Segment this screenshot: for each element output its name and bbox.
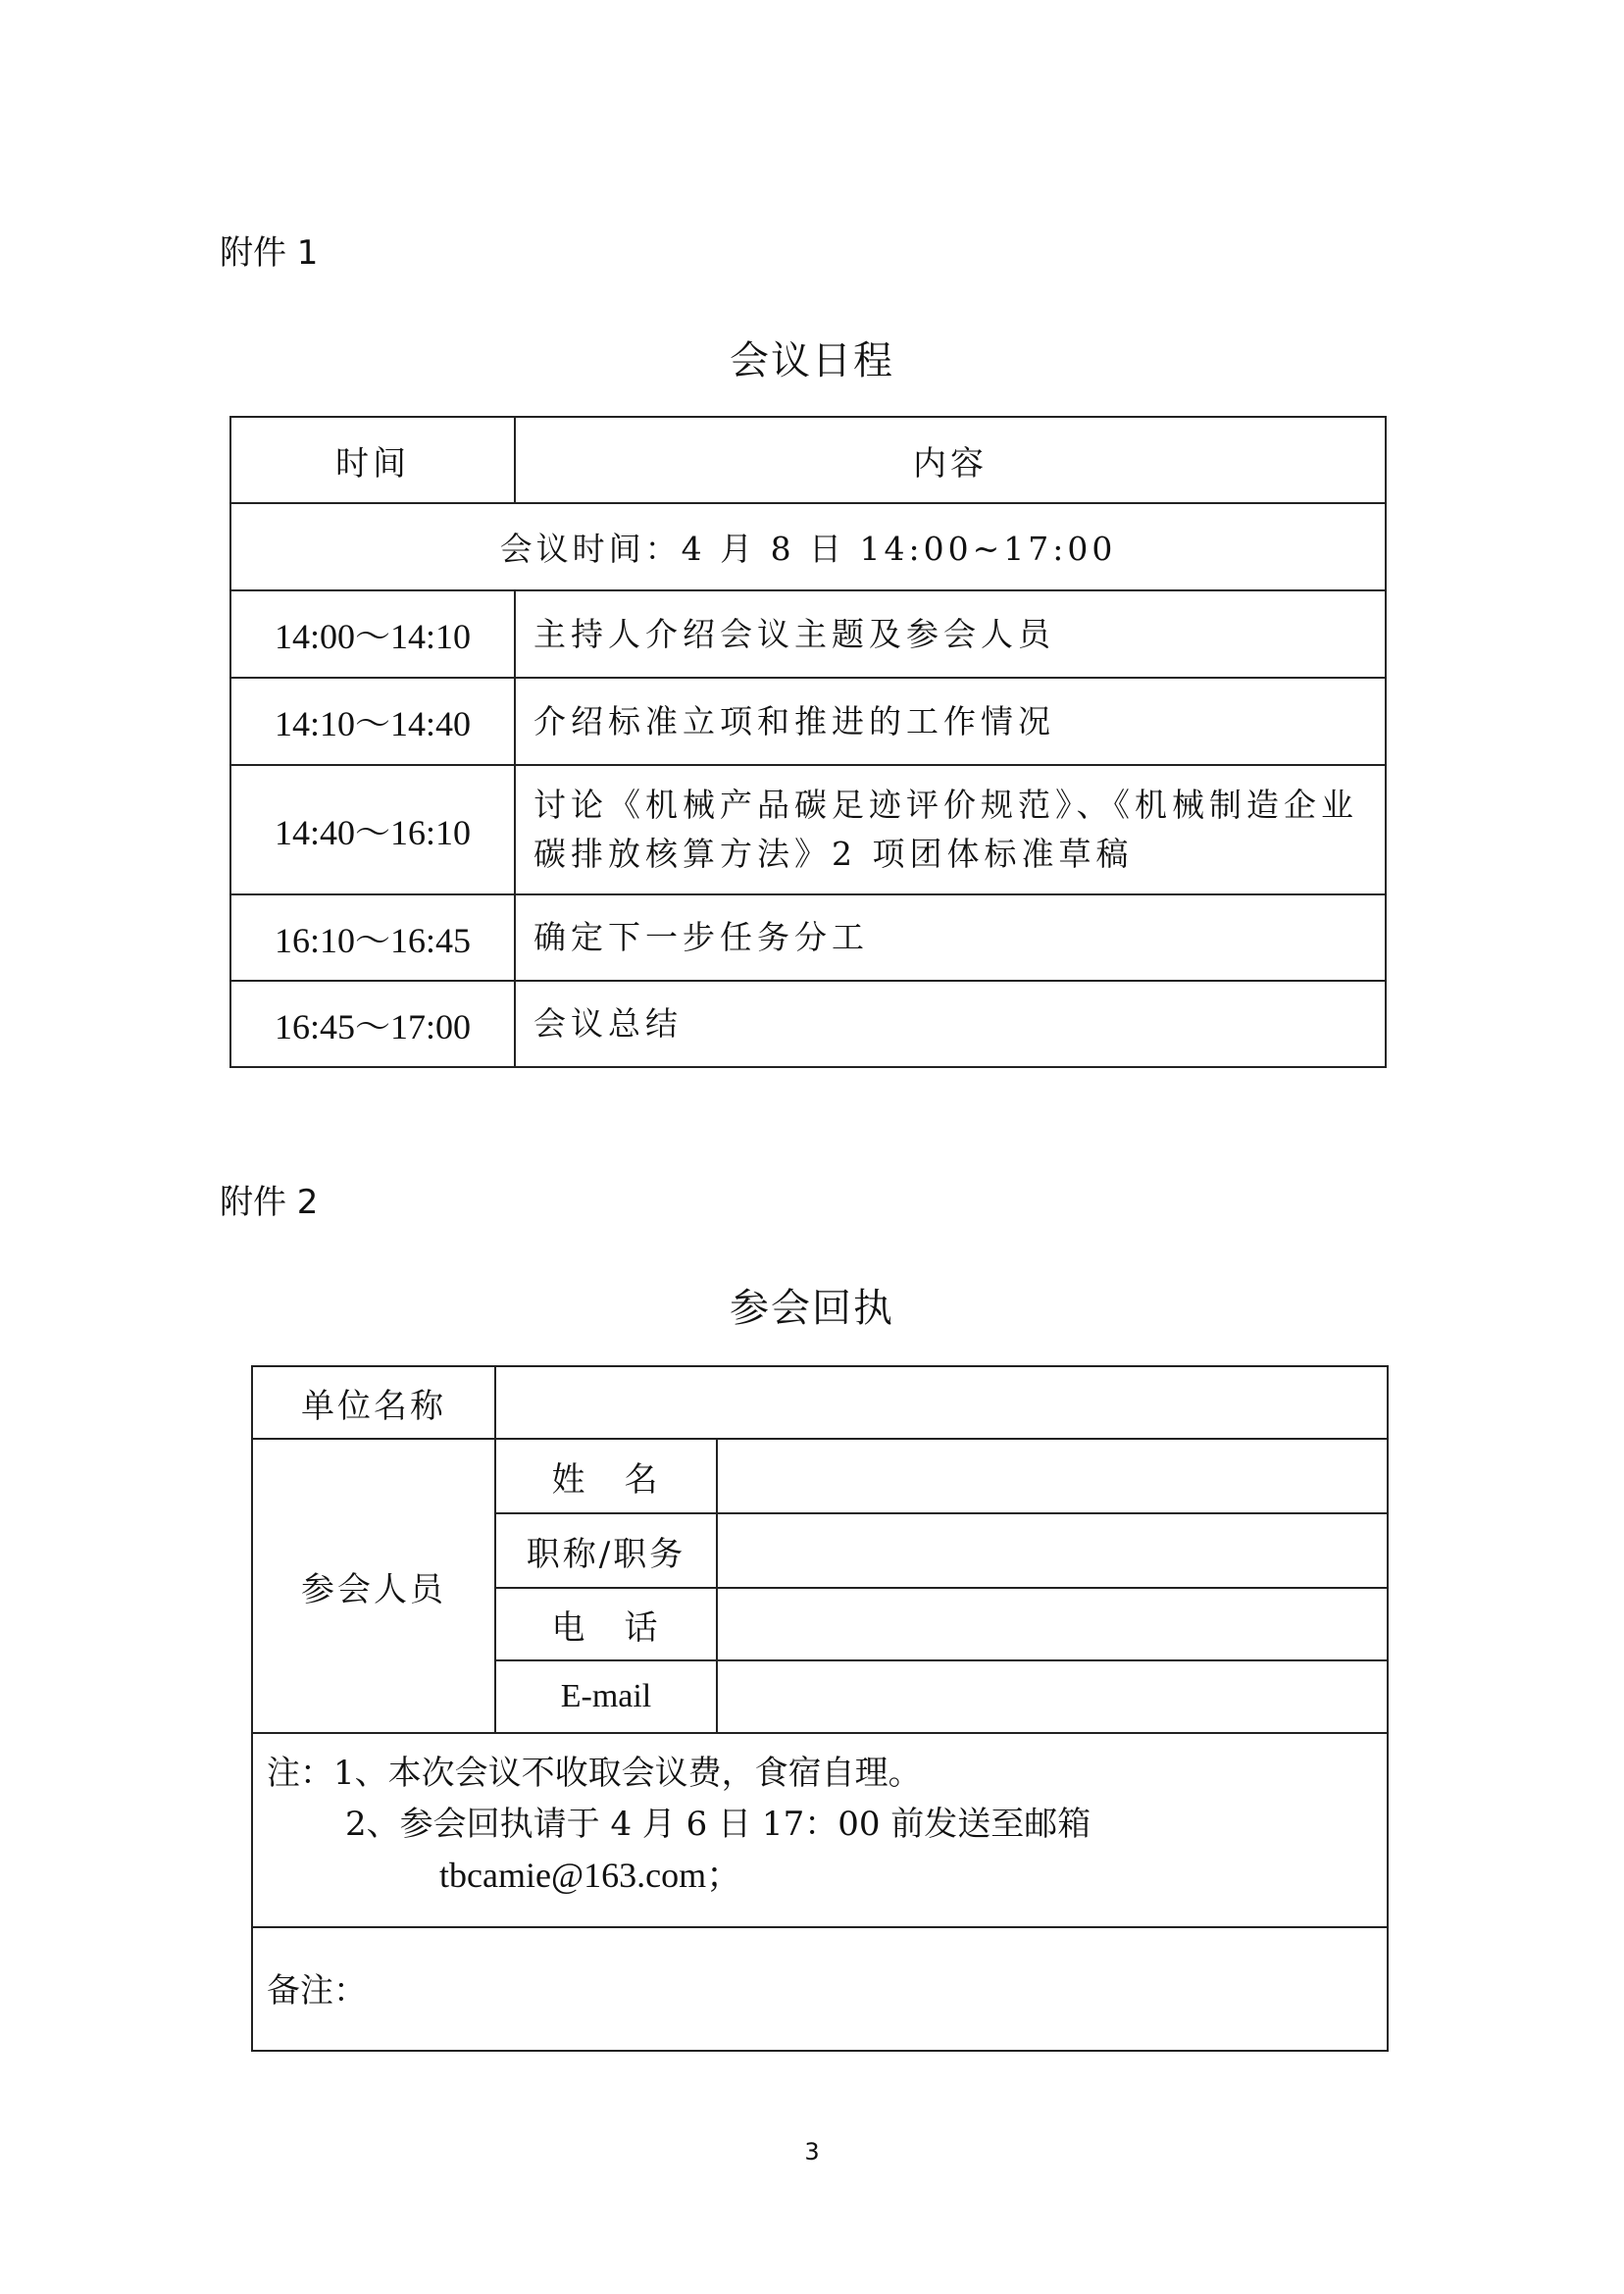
remarks-row	[252, 1927, 1388, 2051]
receipt-title: 参会回执	[730, 1286, 894, 1331]
email-label: E-mail	[495, 1660, 717, 1733]
header-time: 时间	[230, 417, 515, 503]
schedule-header-row	[230, 417, 1386, 503]
row-time: 16:10～16:45	[230, 894, 515, 981]
row-content: 会议总结	[515, 981, 1386, 1067]
note-cell	[252, 1733, 1388, 1927]
row-content: 讨论《机械产品碳足迹评价规范》、《机械制造企业碳排放核算方法》2 项团体标准草稿	[515, 765, 1386, 894]
note-email: tbcamie@163.com；	[439, 1856, 742, 1895]
row-content: 确定下一步任务分工	[515, 894, 1386, 981]
receipt-table	[251, 1365, 1389, 2052]
email-field[interactable]	[717, 1660, 1388, 1733]
remarks-label: 备注：	[267, 1971, 367, 2011]
table-row	[230, 894, 1386, 981]
note-row	[252, 1733, 1388, 1927]
unit-label: 单位名称	[252, 1366, 495, 1439]
name-field[interactable]	[717, 1439, 1388, 1513]
row-time: 16:45～17:00	[230, 981, 515, 1067]
row-time: 14:00～14:10	[230, 590, 515, 678]
unit-field[interactable]	[495, 1366, 1388, 1439]
header-content: 内容	[515, 417, 1386, 503]
schedule-title: 会议日程	[730, 338, 894, 383]
table-row	[230, 678, 1386, 765]
phone-field[interactable]	[717, 1588, 1388, 1660]
attendee-label: 参会人员	[252, 1439, 495, 1733]
table-row	[230, 981, 1386, 1067]
note-line-2: 2、参会回执请于 4 月 6 日 17：00 前发送至邮箱	[345, 1805, 1091, 1844]
attachment1-label: 附件 1	[220, 233, 319, 273]
table-row	[230, 590, 1386, 678]
row-time: 14:40～16:10	[230, 765, 515, 894]
name-row	[252, 1439, 1388, 1513]
unit-row	[252, 1366, 1388, 1439]
title-field[interactable]	[717, 1513, 1388, 1588]
row-content: 介绍标准立项和推进的工作情况	[515, 678, 1386, 765]
title-label: 职称/职务	[495, 1513, 717, 1588]
name-label: 姓 名	[495, 1439, 717, 1513]
remarks-cell[interactable]	[252, 1927, 1388, 2051]
meeting-time: 会议时间：4 月 8 日 14:00~17:00	[230, 503, 1386, 590]
schedule-table	[229, 416, 1387, 1068]
table-row	[230, 765, 1386, 894]
page-number: 3	[804, 2138, 820, 2166]
row-content: 主持人介绍会议主题及参会人员	[515, 590, 1386, 678]
note-line-1: 注：1、本次会议不收取会议费，食宿自理。	[267, 1754, 922, 1793]
row-time: 14:10～14:40	[230, 678, 515, 765]
schedule-merged-row	[230, 503, 1386, 590]
phone-label: 电 话	[495, 1588, 717, 1660]
attachment2-label: 附件 2	[220, 1183, 319, 1222]
